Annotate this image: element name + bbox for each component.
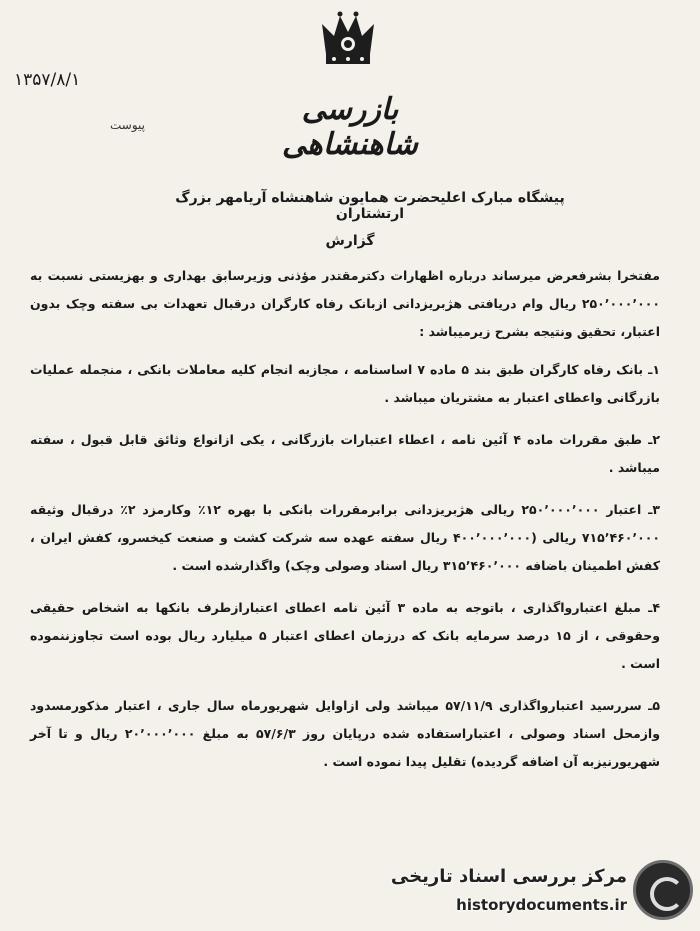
report-item-5: ۵ـ سررسید اعتبارواگذاری ۵۷/۱۱/۹ میباشد ولی ازاوایل شهریورماه سال جاری ، اعتبار مذکورمسدود وازمحل اسناد وصولی ، اعتباراستفاده شده درپایان روز ۵۷/۶/۳ به مبلغ ۲۰٬۰۰۰٬۰۰۰ ریال و تا آخر شهریورنیزبه آن اضافه گردیده) تقلیل پیدا نموده است . — [30, 698, 661, 769]
report-item-4: ۴ـ مبلغ اعتبارواگذاری ، باتوجه به ماده ۳ آئین نامه اعطای اعتبارازطرف بانکها به اشخاص حقیقی وحقوقی ، از ۱۵ درصد سرمایه بانک که درزمان اعطای اعتبار ۵ میلیارد ریال بوده است تجاوزننموده است . — [30, 600, 660, 671]
report-item-3: ۳ـ اعتبار ۲۵۰٬۰۰۰٬۰۰۰ ریالی هژبریزدانی برابرمقررات بانکی با بهره ۱۲٪ وکارمزد ۲٪ درقبال وثیقه ۷۱۵٬۴۶۰٬۰۰۰ ریالی (۴۰۰٬۰۰۰٬۰۰۰ ریال سفته عهده سه شرکت کشت و صنعت کیخسرو، کفش ایران ، کفش اطمینان باضافه ۳۱۵٬۴۶۰٬۰۰۰ ریال اسناد وصولی وچک) واگذارشده است . — [30, 502, 661, 573]
archive-logo-icon — [633, 860, 693, 920]
attachment-label: پیوست — [110, 118, 145, 132]
archive-watermark — [390, 858, 693, 924]
report-body — [30, 262, 660, 790]
watermark-title: مرکز بررسی اسناد تاریخی — [390, 866, 627, 887]
organization-title: بازرسی شاهنشاهی — [282, 92, 418, 162]
watermark-url: historydocuments.ir — [456, 896, 627, 914]
royal-crown-emblem-icon — [318, 10, 378, 72]
intro-paragraph: مفتخرا بشرفعرض میرساند درباره اظهارات دکترمقتدر مؤذنی وزیرسابق بهداری و بهزیستی نسبت به ۲۵۰٬۰۰۰٬۰۰۰ ریال وام دریافتی هژبریزدانی ازبانک رفاه کارگران درقبال تعهدات بی سفته وچک بدون اعتبار، تحقیق ونتیجه بشرح زیرمیباشد : — [30, 268, 660, 339]
report-item-2: ۲ـ طبق مقررات ماده ۴ آئین نامه ، اعطاء اعتبارات بازرگانی ، یکی ازانواع وثائق قابل قبول ، سفته میباشد . — [30, 432, 660, 475]
addressee-line: پیشگاه مبارک اعلیحضرت همایون شاهنشاه آریامهر بزرگ ارتشتاران — [175, 190, 565, 222]
report-item-1: ۱ـ بانک رفاه کارگران طبق بند ۵ ماده ۷ اساسنامه ، مجازبه انجام کلیه معاملات بانکی ، منجمله عملیات بازرگانی واعطای اعتبار به مشتریان میباشد . — [30, 362, 660, 405]
subject-heading: گزارش — [325, 233, 375, 249]
document-date: ۱۳۵۷/۸/۱ — [14, 70, 81, 90]
